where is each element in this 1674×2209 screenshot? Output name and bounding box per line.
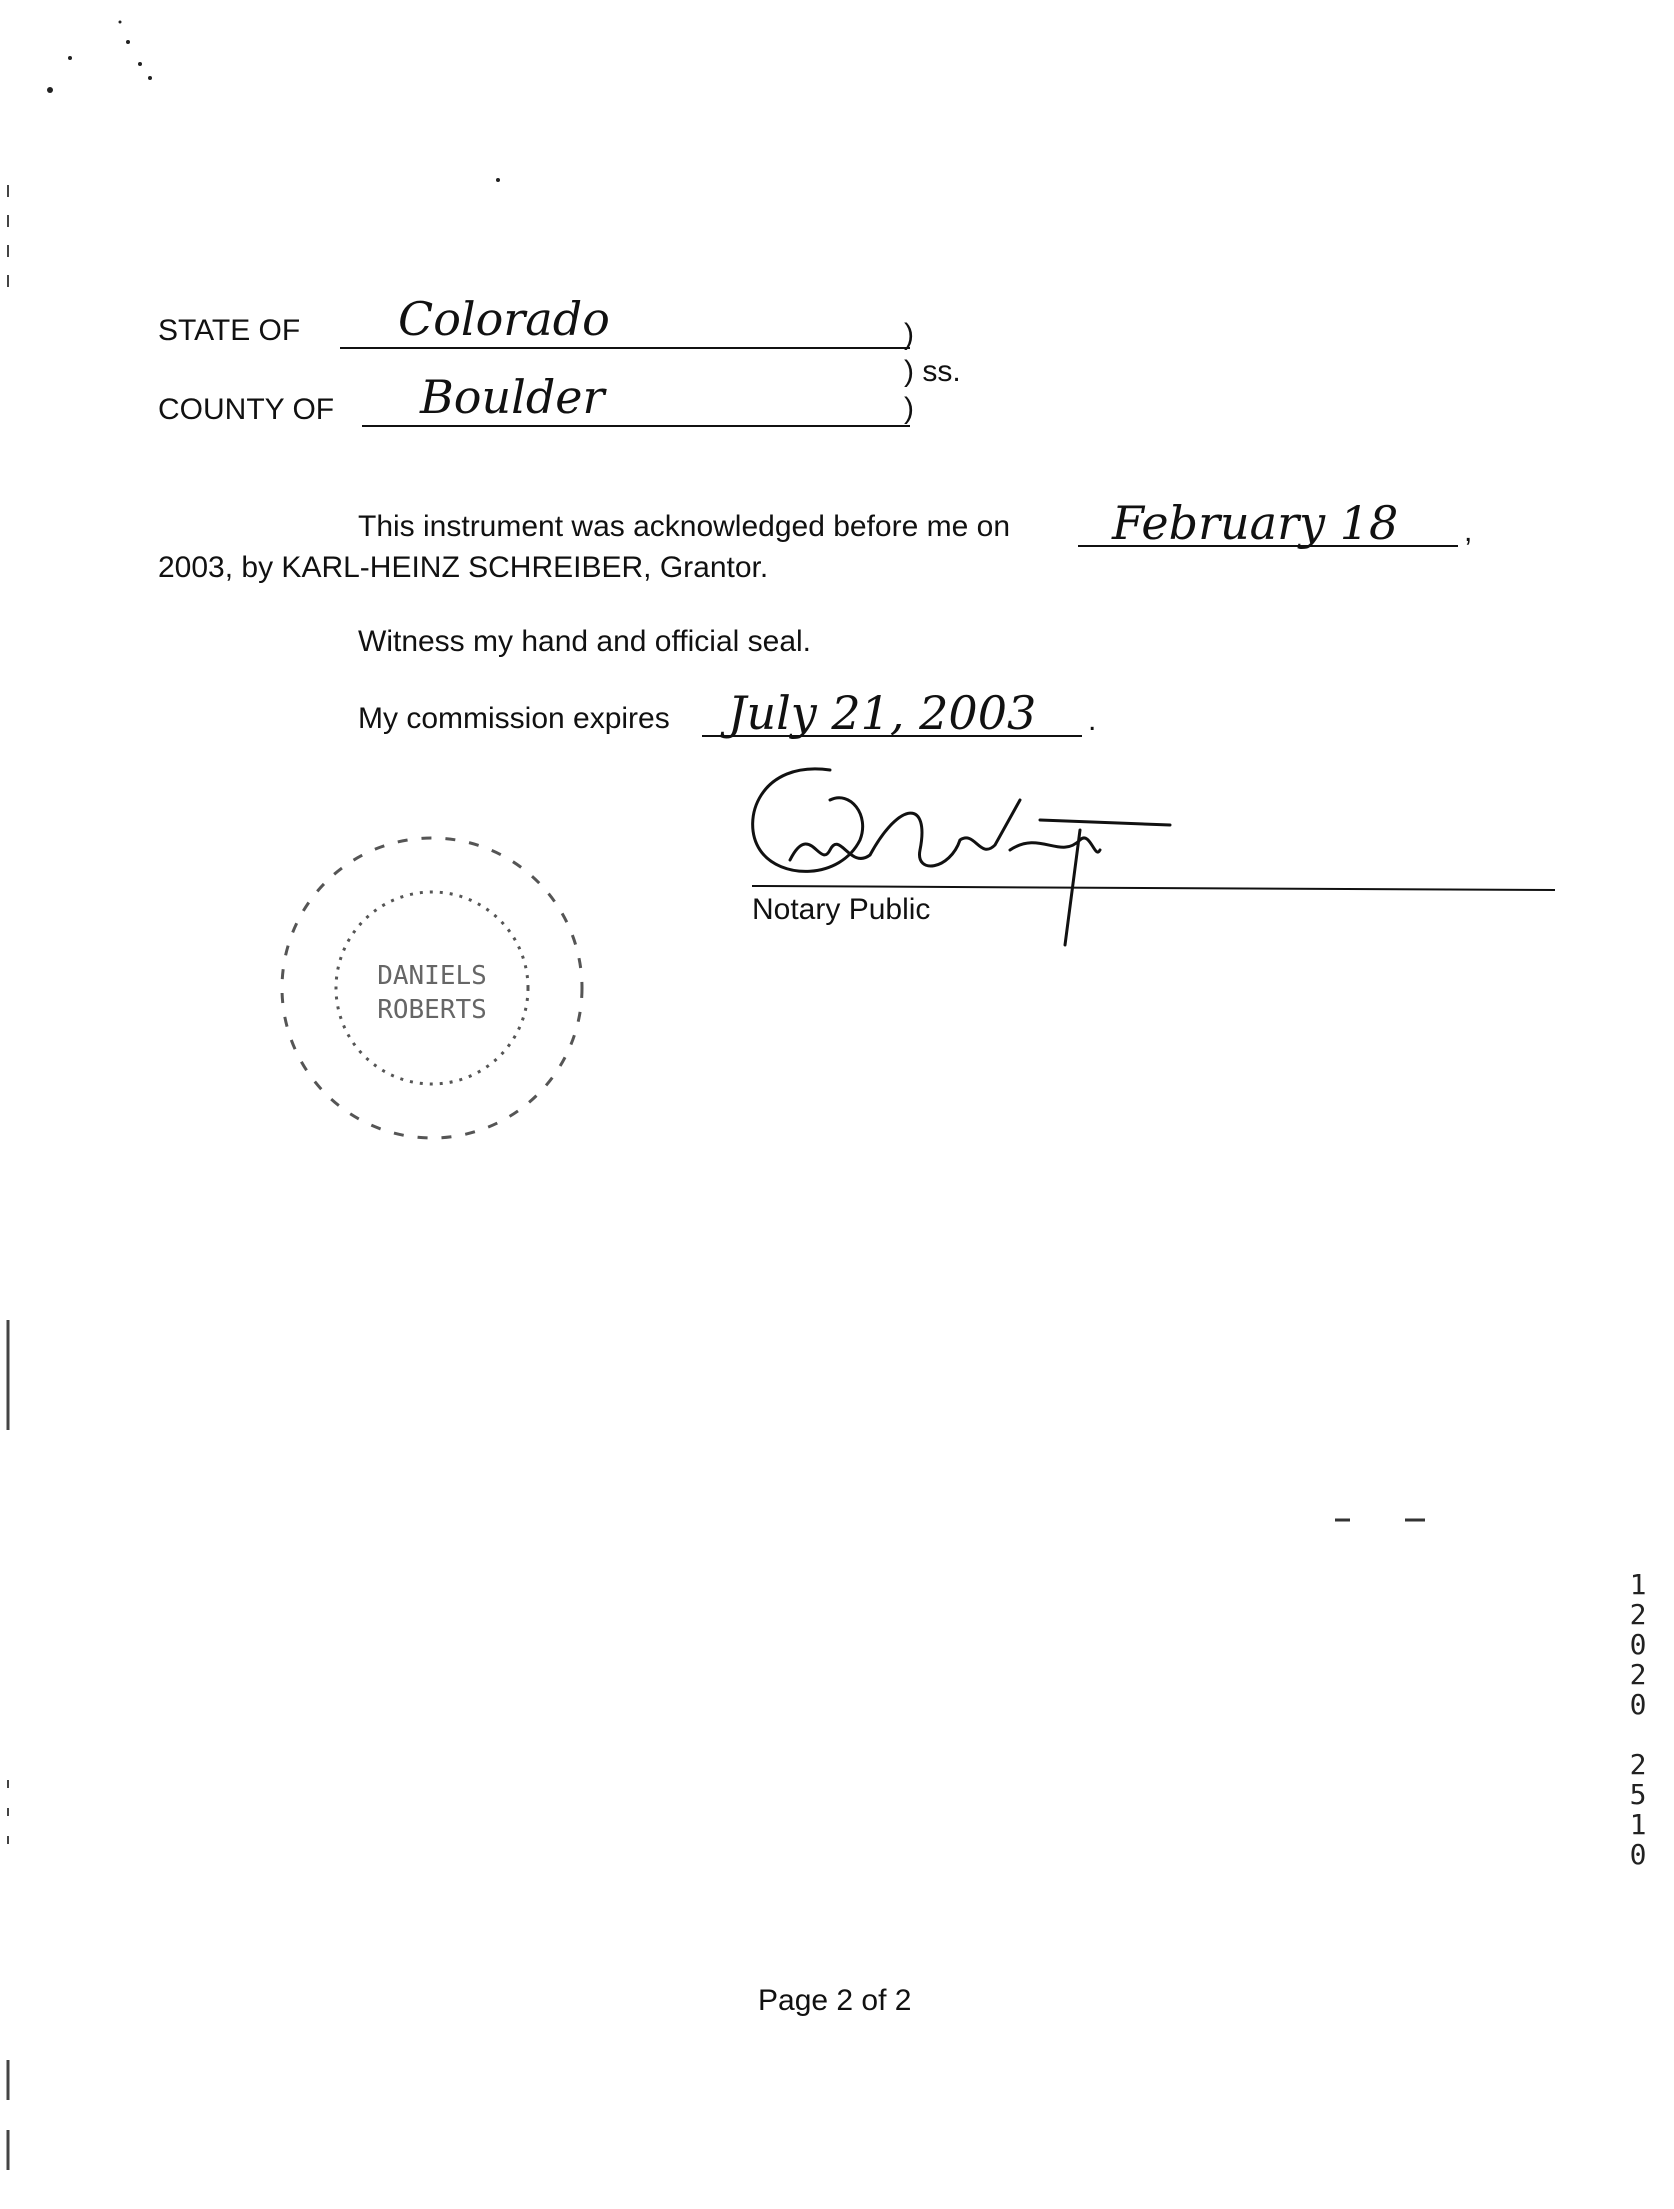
county-value: Boulder	[420, 370, 605, 424]
state-label: STATE OF	[158, 314, 301, 347]
venue-paren-top: )	[904, 318, 914, 351]
acknowledgment-line2: 2003, by KARL-HEINZ SCHREIBER, Grantor.	[158, 551, 769, 584]
ack-comma: ,	[1464, 515, 1473, 548]
commission-period: .	[1088, 704, 1097, 737]
state-value: Colorado	[398, 292, 610, 346]
commission-label: My commission expires	[358, 702, 670, 735]
commission-value: July 21, 2003	[728, 686, 1037, 740]
county-label: COUNTY OF	[158, 393, 335, 426]
witness-text: Witness my hand and official seal.	[358, 625, 812, 658]
margin-recording-number: 1 2 0 2 0 2 5 1 0	[1629, 1568, 1647, 1871]
venue-paren-bottom: )	[904, 392, 914, 425]
seal-line1: DANIELS	[377, 961, 487, 991]
ack-date-value: February 18	[1112, 496, 1399, 550]
seal-line2: ROBERTS	[377, 995, 487, 1025]
venue-paren-ss: ) ss.	[904, 355, 961, 388]
page-number: Page 2 of 2	[758, 1984, 912, 2017]
notary-public-label: Notary Public	[752, 893, 931, 926]
acknowledgment-line1: This instrument was acknowledged before me on	[358, 510, 1011, 543]
